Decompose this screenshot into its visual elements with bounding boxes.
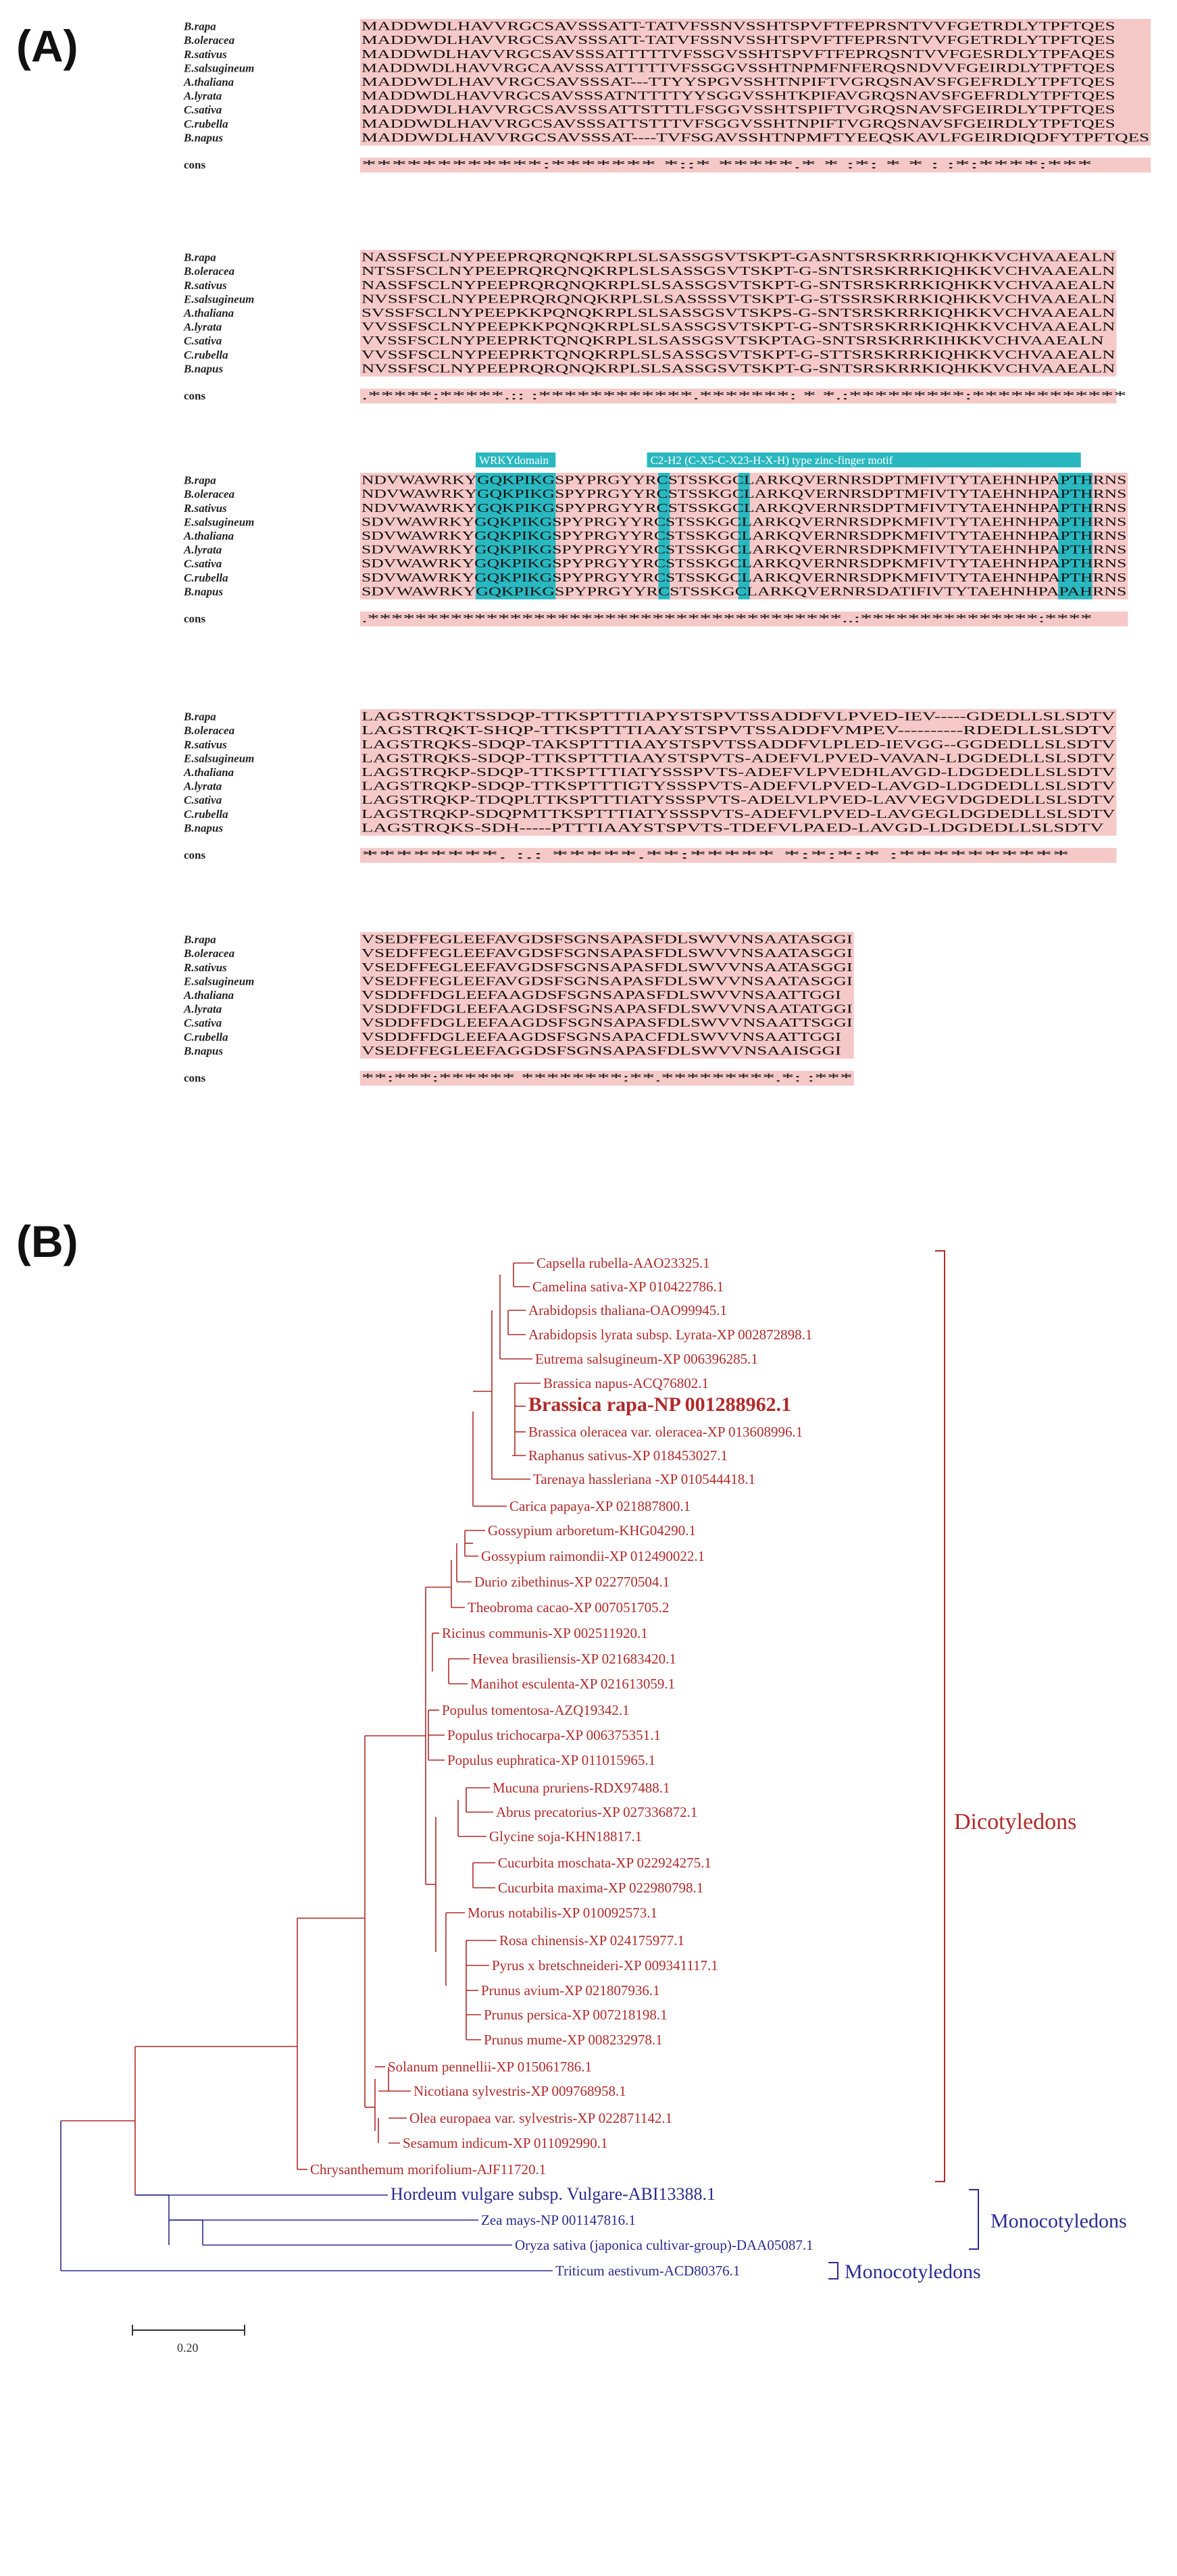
species-name: C.sativa bbox=[184, 1016, 222, 1030]
sequence-row: MADDWDLHAVVRGCSAVSSSATT-TATVFSSNVSSHTSPVFTFEPRSNTVVFGETRDLYTPFTQES bbox=[361, 19, 1116, 33]
sequence-row: VVSSFSCLNYPEEPRKTQNQKRPLSLSASSGSVTSKPT-G-STTSRSKRRKIQHKKVCHVAAEALN bbox=[361, 347, 1116, 361]
sequence-row: LAGSTRQKT-SHQP-TTKSPTTTIAAYSTSPVTSSADDFVMPEV----------RDEDLLSLSDTV bbox=[361, 723, 1116, 738]
sequence-row: MADDWDLHAVVRGCAAVSSSATTTTTVFSSGGVSSHTNPMFNFERQSNDVVFGEIRDLYTPFTQES bbox=[361, 61, 1116, 75]
tree-leaf-label: Zea mays-NP 001147816.1 bbox=[481, 2212, 636, 2228]
cons-row: .*****:*****.:: :************.*******: * *.:*********:************ bbox=[361, 388, 1127, 403]
sequence-row: VSEDFFEGLEEFAVGDSFSGNSAPASFDLSWVVNSAATASGGI bbox=[361, 946, 853, 960]
sequence-row: LAGSTRQKS-SDQP-TTKSPTTTIAAYSTSPVTS-ADEFVLPVED-VAVAN-LDGDEDLLSLSDTV bbox=[361, 751, 1116, 765]
tree-leaf-label: Pyrus x bretschneideri-XP 009341117.1 bbox=[492, 1957, 718, 1974]
cons-label: cons bbox=[184, 848, 206, 862]
tree-leaf-label: Gossypium arboretum-KHG04290.1 bbox=[488, 1522, 696, 1539]
dicot-bracket bbox=[935, 1251, 945, 2182]
species-name: C.rubella bbox=[184, 117, 228, 130]
species-name: B.oleracea bbox=[184, 947, 235, 960]
sequence-row: NDVWAWRKYGQKPIKGSPYPRGYYRCSTSSKGCLARKQVERNRSDPTMFIVTYTAEHNHPAPTHRNS bbox=[361, 500, 1127, 515]
tree-leaf-label: Cucurbita moschata-XP 022924275.1 bbox=[498, 1855, 711, 1871]
tree-leaf-label: Arabidopsis lyrata subsp. Lyrata-XP 002872898.1 bbox=[528, 1326, 813, 1343]
panel-b-label: (B) bbox=[16, 1216, 78, 1266]
tree-leaf-label: Olea europaea var. sylvestris-XP 022871142.1 bbox=[409, 2110, 673, 2126]
species-name: C.rubella bbox=[184, 807, 228, 821]
tree-leaf-label: Raphanus sativus-XP 018453027.1 bbox=[528, 1447, 728, 1464]
sequence-row: NDVWAWRKYGQKPIKGSPYPRGYYRCSTSSKGCLARKQVERNRSDPTMFIVTYTAEHNHPAPTHRNS bbox=[361, 473, 1127, 487]
sequence-row: MADDWDLHAVVRGCSAVSSSAT----TVFSGAVSSHTNPMFTYEEQSKAVLFGEIRDIQDFYTPFTQES bbox=[361, 130, 1150, 145]
sequence-row: VSEDFFEGLEEFAVGDSFSGNSAPASFDLSWVVNSAATASGGI bbox=[361, 974, 853, 988]
species-name: B.oleracea bbox=[184, 488, 235, 501]
tree-leaf-label: Durio zibethinus-XP 022770504.1 bbox=[474, 1574, 670, 1590]
sequence-row: VVSSFSCLNYPEEPKKPQNQKRPLSLSASSGSVTSKPT-G-SNTSRSKRRKIQHKKVCHVAAEALN bbox=[361, 319, 1116, 334]
species-name: E.salsugineum bbox=[184, 61, 255, 75]
tree-leaf-label: Morus notabilis-XP 010092573.1 bbox=[468, 1905, 657, 1921]
dicot-clade-label: Dicotyledons bbox=[954, 1809, 1077, 1834]
sequence-row: NASSFSCLNYPEEPRQRQNQKRPLSLSASSGSVTSKPT-G-SNTSRSKRRKIQHKKVCHVAAEALN bbox=[361, 278, 1116, 292]
species-name: B.rapa bbox=[184, 473, 216, 487]
sequence-row: LAGSTRQKS-SDQP-TAKSPTTTIAAYSTSPVTSSADDFVLPLED-IEVGG--GGDEDLLSLSDTV bbox=[361, 737, 1116, 751]
cons-row: ********. :.: *****.**:***** *:*:*:* :********** bbox=[361, 848, 1070, 862]
cons-label: cons bbox=[184, 158, 206, 172]
tree-leaf-label: Arabidopsis thaliana-OAO99945.1 bbox=[528, 1302, 727, 1318]
tree-leaf-label: Sesamum indicum-XP 011092990.1 bbox=[403, 2135, 608, 2151]
sequence-row: NVSSFSCLNYPEEPRQRQNQKRPLSLSASSSSVTSKPT-G-STSSRSKRRKIQHKKVCHVAAEALN bbox=[361, 292, 1116, 306]
tree-leaf-label: Prunus avium-XP 021807936.1 bbox=[481, 1982, 660, 1999]
tree-leaf-label: Eutrema salsugineum-XP 006396285.1 bbox=[535, 1351, 758, 1367]
sequence-row: VSEDFFEGLEEFAVGDSFSGNSAPASFDLSWVVNSAATASGGI bbox=[361, 932, 853, 946]
sequence-row: SDVWAWRKYGQKPIKGSPYPRGYYRCSTSSKGCLARKQVERNRSDPKMFIVTYTAEHNHPAPTHRNS bbox=[361, 570, 1127, 584]
sequence-row: SDVWAWRKYGQKPIKGSPYPRGYYRCSTSSKGCLARKQVERNRSDATIFIVTYTAEHNHPAPAHRNS bbox=[361, 584, 1127, 598]
monocot-bracket-2 bbox=[828, 2263, 838, 2279]
sequence-row: MADDWDLHAVVRGCSAVSSSATTSTTTLFSGGVSSHTSPIFTVGRQSNAVSFGEIRDLYTPFTQES bbox=[361, 103, 1116, 117]
species-name: B.napus bbox=[184, 821, 224, 835]
sequence-row: LAGSTRQKP-TDQPLTTKSPTTTIATYSSSPVTS-ADELVLPVED-LAVVEGVDGDEDLLSLSDTV bbox=[361, 793, 1116, 807]
tree-leaf-label: Cucurbita maxima-XP 022980798.1 bbox=[498, 1880, 704, 1896]
species-name: E.salsugineum bbox=[184, 975, 255, 988]
species-name: A.thaliana bbox=[184, 989, 234, 1002]
tree-leaf-label: Gossypium raimondii-XP 012490022.1 bbox=[481, 1548, 705, 1564]
sequence-row: LAGSTRQKP-SDQP-TTKSPTTTIATYSSSPVTS-ADEFVLPVEDHLAVGD-LDGDEDLLSLSDTV bbox=[361, 765, 1116, 779]
sequence-row: LAGSTRQKP-SDQPMTTKSPTTTIATYSSSPVTS-ADEFVLPVED-LAVGEGLDGDEDLLSLSDTV bbox=[361, 806, 1116, 821]
species-name: A.thaliana bbox=[184, 76, 234, 88]
species-name: C.sativa bbox=[184, 557, 222, 571]
species-name: B.napus bbox=[184, 362, 224, 376]
species-name: B.oleracea bbox=[184, 34, 235, 47]
species-name: C.rubella bbox=[184, 348, 228, 361]
sequence-row: MADDWDLHAVVRGCSAVSSSATTSTTTVFSGGVSSHTNPIFTVGRQSNAVSFGEIRDLYTPFTQES bbox=[361, 116, 1116, 130]
sequence-row: LAGSTRQKP-SDQP-TTKSPTTTIGTYSSSPVTS-ADEFVLPVED-LAVGD-LDGDEDLLSLSDTV bbox=[361, 779, 1116, 793]
tree-leaf-label: Glycine soja-KHN18817.1 bbox=[489, 1828, 643, 1845]
sequence-row: SDVWAWRKYGQKPIKGSPYPRGYYRCSTSSKGCLARKQVERNRSDPKMFIVTYTAEHNHPAPTHRNS bbox=[361, 515, 1127, 529]
cons-row: .****************************************..:***************:**** bbox=[361, 611, 1093, 625]
monocot-bracket-1 bbox=[969, 2190, 978, 2249]
sequence-row: SVSSFSCLNYPEEPKKPQNQKRPLSLSASSGSVTSKPS-G-SNTSRSKRRKIQHKKVCHVAAEALN bbox=[361, 306, 1116, 319]
species-name: A.thaliana bbox=[184, 530, 234, 542]
sequence-row: SDVWAWRKYGQKPIKGSPYPRGYYRCSTSSKGCLARKQVERNRSDPKMFIVTYTAEHNHPAPTHRNS bbox=[361, 529, 1127, 542]
species-name: E.salsugineum bbox=[184, 515, 255, 529]
sequence-alignment-figure bbox=[0, 0, 1177, 1162]
sequence-row: MADDWDLHAVVRGCSAVSSSAT---TTYYSPGVSSHTNPIFTVGRQSNAVSFGEFRDLYTPFTQES bbox=[361, 75, 1116, 88]
tree-leaf-label: Brassica oleracea var. oleracea-XP 013608996.1 bbox=[528, 1424, 803, 1440]
tree-leaf-label: Prunus persica-XP 007218198.1 bbox=[484, 2007, 668, 2023]
species-name: E.salsugineum bbox=[184, 292, 255, 306]
species-name: B.napus bbox=[184, 131, 224, 145]
sequence-row: VSEDFFEGLEEFAGGDSFSGNSAPASFDLSWVVNSAAISGGI bbox=[361, 1044, 842, 1058]
species-name: R.sativus bbox=[184, 501, 227, 515]
species-name: A.lyrata bbox=[184, 320, 222, 334]
sequence-row: SDVWAWRKYGQKPIKGSPYPRGYYRCSTSSKGCLARKQVERNRSDPKMFIVTYTAEHNHPAPTHRNS bbox=[361, 557, 1127, 571]
sequence-row: VSEDFFEGLEEFAVGDSFSGNSAPASFDLSWVVNSAATASGGI bbox=[361, 960, 853, 974]
wrky-domain-label: WRKYdomain bbox=[479, 454, 549, 467]
tree-leaf-label: Hevea brasiliensis-XP 021683420.1 bbox=[472, 1651, 676, 1667]
species-name: A.thaliana bbox=[184, 766, 234, 779]
tree-leaf-label: Camelina sativa-XP 010422786.1 bbox=[532, 1279, 724, 1295]
species-name: B.rapa bbox=[184, 20, 216, 33]
tree-leaf-label: Ricinus communis-XP 002511920.1 bbox=[442, 1625, 648, 1641]
species-name: B.napus bbox=[184, 1044, 224, 1058]
species-name: A.lyrata bbox=[184, 779, 222, 793]
alignment-block-1 bbox=[183, 19, 1151, 172]
cons-label: cons bbox=[184, 612, 206, 625]
tree-leaf-label: Rosa chinensis-XP 024175977.1 bbox=[499, 1932, 684, 1949]
tree-leaf-label: Theobroma cacao-XP 007051705.2 bbox=[468, 1599, 670, 1616]
monocot-clade-label-2: Monocotyledons bbox=[845, 2261, 981, 2283]
tree-leaf-label: Populus trichocarpa-XP 006375351.1 bbox=[447, 1727, 661, 1743]
sequence-row: NVSSFSCLNYPEEPRQRQNQKRPLSLSASSGSVTSKPT-G-SNTSRSKRRKIQHKKVCHVAAEALN bbox=[361, 361, 1116, 376]
tree-leaf-label: Populus tomentosa-AZQ19342.1 bbox=[442, 1702, 630, 1718]
sequence-row: MADDWDLHAVVRGCSAVSSSATTTTTVFSSGVSSHTSPVFTFEPRQSNTVVFGESRDLYTPFAQES bbox=[361, 47, 1116, 61]
tree-leaf-label: Carica papaya-XP 021887800.1 bbox=[509, 1498, 691, 1514]
tree-leaf-label: Chrysanthemum morifolium-AJF11720.1 bbox=[310, 2161, 547, 2178]
species-name: B.napus bbox=[184, 585, 224, 598]
sequence-row: VSDDFFDGLEEFAAGDSFSGNSAPASFDLSWVVNSAATTSGGI bbox=[361, 1016, 853, 1030]
scale-bar-label: 0.20 bbox=[177, 2341, 199, 2354]
sequence-row: NASSFSCLNYPEEPRQRQNQKRPLSLSASSGSVTSKPT-GASNTSRSKRRKIQHKKVCHVAAEALN bbox=[361, 250, 1116, 264]
species-name: R.sativus bbox=[184, 47, 227, 61]
sequence-row: LAGSTRQKTSSDQP-TTKSPTTTIAPYSTSPVTSSADDFVLPVED-IEV-----GDEDLLSLSDTV bbox=[361, 709, 1116, 723]
alignment-block-4 bbox=[183, 709, 1116, 862]
species-name: B.oleracea bbox=[184, 724, 235, 738]
cons-row: **:***:****** ********:**.*********.*: :*** bbox=[361, 1071, 853, 1085]
cons-label: cons bbox=[184, 1071, 206, 1085]
species-name: C.sativa bbox=[184, 103, 222, 117]
sequence-row: LAGSTRQKS-SDH-----PTTTIAAYSTSPVTS-TDEFVLPAED-LAVGD-LDGDEDLLSLSDTV bbox=[361, 821, 1105, 835]
sequence-row: NTSSFSCLNYPEEPRQRQNQKRPLSLSASSGSVTSKPT-G-SNTSRSKRRKIQHKKVCHVAAEALN bbox=[361, 264, 1116, 278]
species-name: E.salsugineum bbox=[184, 752, 255, 765]
sequence-row: VSDDFFDGLEEFAAGDSFSGNSAPACFDLSWVVNSAATTGGI bbox=[361, 1029, 842, 1044]
species-name: B.rapa bbox=[184, 710, 216, 723]
sequence-row: SDVWAWRKYGQKPIKGSPYPRGYYRCSTSSKGCLARKQVERNRSDPKMFIVTYTAEHNHPAPTHRNS bbox=[361, 542, 1127, 557]
tree-leaf-label: Brassica napus-ACQ76802.1 bbox=[543, 1375, 709, 1391]
species-name: R.sativus bbox=[184, 738, 227, 751]
tree-leaf-label: Manihot esculenta-XP 021613059.1 bbox=[470, 1676, 676, 1692]
tree-leaf-label: Capsella rubella-AAO23325.1 bbox=[536, 1255, 710, 1271]
tree-leaf-label: Nicotiana sylvestris-XP 009768958.1 bbox=[414, 2083, 626, 2099]
species-name: C.sativa bbox=[184, 794, 222, 807]
species-name: C.rubella bbox=[184, 571, 228, 584]
phylogenetic-tree-figure bbox=[0, 1209, 1177, 2576]
tree-leaf-label: Tarenaya hassleriana -XP 010544418.1 bbox=[533, 1471, 755, 1487]
sequence-row: VSDDFFDGLEEFAAGDSFSGNSAPASFDLSWVVNSAATATGGI bbox=[361, 1002, 853, 1016]
alignment-block-5 bbox=[183, 932, 854, 1085]
species-name: A.lyrata bbox=[184, 1002, 222, 1016]
sequence-row: VVSSFSCLNYPEEPRKTQNQKRPLSLSASSGSVTSKPTAG-SNTSRSKRRKIHKKVCHVAAEALN bbox=[361, 334, 1105, 348]
species-name: B.rapa bbox=[184, 933, 216, 946]
species-name: C.rubella bbox=[184, 1030, 228, 1044]
tree-leaf-label: Abrus precatorius-XP 027336872.1 bbox=[496, 1804, 698, 1820]
species-name: C.sativa bbox=[184, 334, 222, 348]
sequence-row: MADDWDLHAVVRGCSAVSSSATT-TATVFSSNVSSHTSPVFTFEPRSNTVVFGETRDLYTPFTQES bbox=[361, 33, 1116, 47]
tree-leaf-label: Triticum aestivum-ACD80376.1 bbox=[555, 2263, 741, 2279]
species-name: B.oleracea bbox=[184, 265, 235, 278]
tree-leaf-label: Mucuna pruriens-RDX97488.1 bbox=[493, 1780, 670, 1796]
alignment-block-3 bbox=[183, 473, 1128, 626]
cons-row: ************:******* *::* *****.* * :*: * * : :*:****:*** bbox=[361, 157, 1093, 172]
alignment-block-2 bbox=[183, 250, 1126, 403]
tree-leaf-label: Solanum pennellii-XP 015061786.1 bbox=[388, 2059, 592, 2075]
monocot-clade-label-1: Monocotyledons bbox=[991, 2210, 1127, 2232]
panel-a-label: (A) bbox=[16, 21, 78, 71]
species-name: R.sativus bbox=[184, 960, 227, 974]
species-name: B.rapa bbox=[184, 251, 216, 264]
sequence-row: VSDDFFDGLEEFAAGDSFSGNSAPASFDLSWVVNSAATTGGI bbox=[361, 988, 842, 1002]
tree-leaf-label: Populus euphratica-XP 011015965.1 bbox=[447, 1752, 656, 1768]
tree-leaf-label: Brassica rapa-NP 001288962.1 bbox=[528, 1393, 792, 1416]
zinc-finger-label: C2-H2 (C-X5-C-X23-H-X-H) type zinc-finger motif bbox=[650, 454, 893, 467]
sequence-row: NDVWAWRKYGQKPIKGSPYPRGYYRCSTSSKGCLARKQVERNRSDPTMFIVTYTAEHNHPAPTHRNS bbox=[361, 487, 1127, 501]
tree-leaf-label: Hordeum vulgare subsp. Vulgare-ABI13388.1 bbox=[391, 2184, 716, 2204]
tree-leaf-label: Oryza sativa (japonica cultivar-group)-DAA05087.1 bbox=[515, 2237, 813, 2253]
species-name: R.sativus bbox=[184, 278, 227, 292]
tree-leaf-label: Prunus mume-XP 008232978.1 bbox=[484, 2032, 663, 2048]
species-name: A.lyrata bbox=[184, 89, 222, 103]
sequence-row: MADDWDLHAVVRGCSAVSSSATNTTTTYYSGGVSSHTKPIFAVGRQSNAVSFGEFRDLYTPFTQES bbox=[361, 88, 1116, 103]
species-name: A.thaliana bbox=[184, 307, 234, 319]
species-name: A.lyrata bbox=[184, 543, 222, 557]
cons-label: cons bbox=[184, 389, 206, 403]
